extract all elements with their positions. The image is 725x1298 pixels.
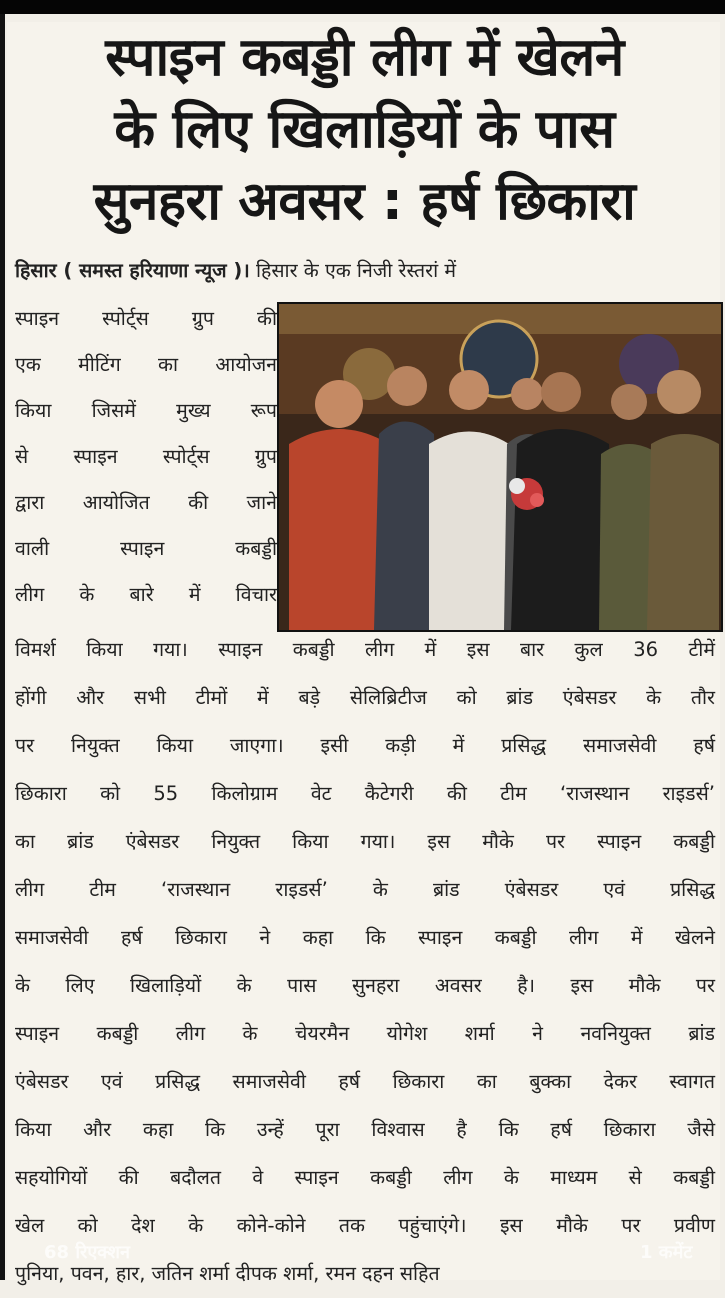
body-paragraph <box>15 626 715 1298</box>
comments-count[interactable]: 1 कमेंट <box>640 1242 693 1263</box>
intro-paragraph <box>15 252 715 290</box>
headline-line-3: सुनहरा अवसर : हर्ष छिकारा <box>93 171 636 232</box>
body-line: पर नियुक्त किया जाएगा। इसी कड़ी में प्रसिद्ध समाजसेवी हर्ष <box>15 734 715 757</box>
body-line: एंबेसडर एवं प्रसिद्ध समाजसेवी हर्ष छिकारा का बुक्का देकर स्वागत <box>15 1070 715 1093</box>
body-line: पुनिया, पवन, हार, जतिन शर्मा दीपक शर्मा, रमन दहन सहित <box>15 1262 440 1285</box>
newspaper-clipping <box>7 22 720 1285</box>
body-line: समाजसेवी हर्ष छिकारा ने कहा कि स्पाइन कबड्डी लीग में खेलने <box>15 926 715 949</box>
headline <box>17 22 712 238</box>
body-line: स्पाइन कबड्डी लीग के चेयरमैन योगेश शर्मा ने नवनियुक्त ब्रांड <box>15 1022 715 1045</box>
body-line: विमर्श किया गया। स्पाइन कबड्डी लीग में इस बार कुल 36 टीमें <box>15 638 715 661</box>
body-line: छिकारा को 55 किलोग्राम वेट कैटेगरी की टीम ‘राजस्थान राइडर्स’ <box>15 782 715 805</box>
intro-text: हिसार के एक निजी रेस्तरां में <box>255 259 457 282</box>
body-line: होंगी और सभी टीमों में बड़े सेलिब्रिटीज को ब्रांड एंबेसडर के तौर <box>15 686 715 709</box>
side-column-text <box>15 296 277 618</box>
top-black-bar <box>0 0 725 14</box>
body-line: के लिए खिलाड़ियों के पास सुनहरा अवसर है। इस मौके पर <box>15 974 715 997</box>
reactions-count[interactable]: 68 रिएक्शन <box>44 1242 131 1263</box>
headline-line-1: स्पाइन कबड्डी लीग में खेलने <box>105 27 624 88</box>
side-line: से स्पाइन स्पोर्ट्स ग्रुप <box>15 445 277 468</box>
body-line: किया और कहा कि उन्हें पूरा विश्वास है कि हर्ष छिकारा जैसे <box>15 1118 715 1141</box>
news-photo <box>277 302 723 632</box>
body-line: खेल को देश के कोने-कोने तक पहुंचाएंगे। इस मौके पर प्रवीण <box>15 1214 715 1237</box>
body-line: का ब्रांड एंबेसडर नियुक्त किया गया। इस मौके पर स्पाइन कबड्डी <box>15 830 715 853</box>
side-line: एक मीटिंग का आयोजन <box>15 353 277 376</box>
dateline: हिसार ( समस्त हरियाणा न्यूज )। <box>15 259 250 282</box>
headline-line-2: के लिए खिलाड़ियों के पास <box>114 99 615 160</box>
side-line: स्पाइन स्पोर्ट्स ग्रुप की <box>15 307 277 330</box>
side-line: वाली स्पाइन कबड्डी <box>15 537 277 560</box>
left-edge-bar <box>0 14 5 1280</box>
body-line: सहयोगियों की बदौलत वे स्पाइन कबड्डी लीग के माध्यम से कबड्डी <box>15 1166 715 1189</box>
group-photo-illustration <box>279 304 721 630</box>
side-line: द्वारा आयोजित की जाने <box>15 491 277 514</box>
side-line: किया जिसमें मुख्य रूप <box>15 399 277 422</box>
side-line: लीग के बारे में विचार <box>15 583 277 606</box>
body-line: लीग टीम ‘राजस्थान राइडर्स’ के ब्रांड एंबेसडर एवं प्रसिद्ध <box>15 878 715 901</box>
